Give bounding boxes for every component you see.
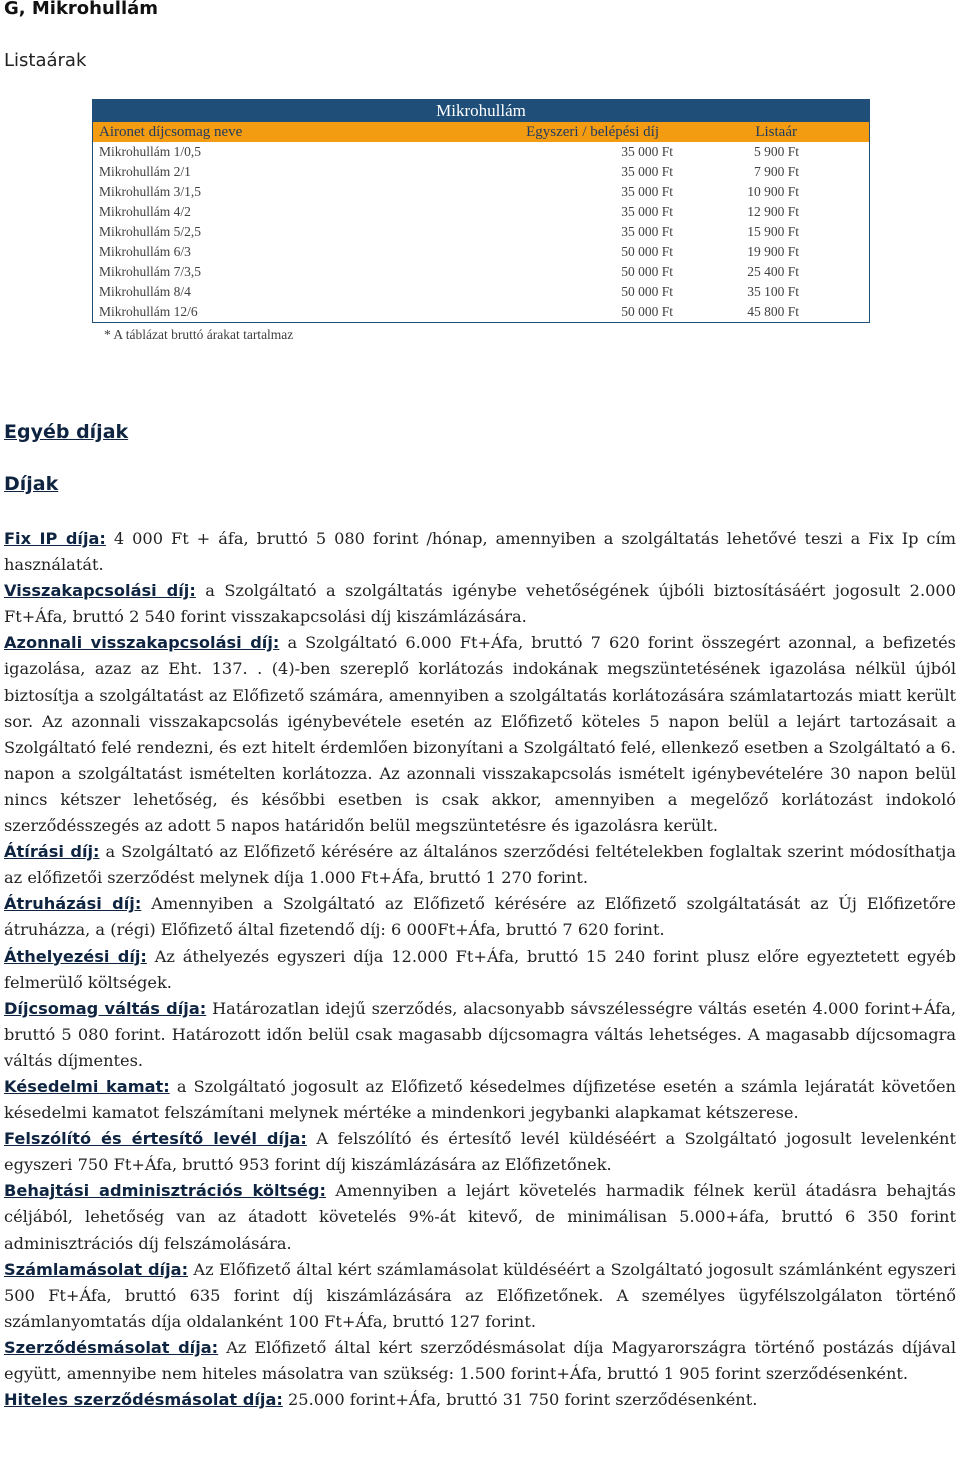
package-name-cell: Mikrohullám 1/0,5 (99, 144, 201, 159)
fee-paragraph (4, 630, 956, 839)
fee-term: Fix IP díja: (4, 529, 106, 548)
fee-description: Az áthelyezés egyszeri díja 12.000 Ft+Áfa, bruttó 15 240 forint plusz előre egyeztetett egyéb felmerülő költségek. (4, 946, 956, 992)
table-footnote: * A táblázat bruttó árakat tartalmaz (104, 327, 294, 342)
fee-term: Áthelyezési díj: (4, 946, 147, 966)
table-row (93, 282, 870, 302)
column-header-name: Aironet díjcsomag neve (93, 122, 444, 142)
fee-term: Átruházási díj: (4, 894, 142, 914)
fee-paragraph (4, 1074, 956, 1126)
list-price-cell: 7 900 Ft (753, 164, 799, 179)
table-body (93, 142, 870, 323)
list-price-cell: 25 400 Ft (747, 264, 799, 279)
fee-paragraph (4, 891, 956, 943)
column-header-price: Listaár (679, 122, 870, 142)
list-price-cell: 35 100 Ft (747, 284, 799, 299)
fee-term: Hiteles szerződésmásolat díja: (4, 1390, 283, 1410)
list-price-cell: 45 800 Ft (747, 304, 799, 319)
entry-fee-cell: 35 000 Ft (621, 224, 673, 239)
fee-paragraph (4, 578, 956, 630)
entry-fee-cell: 35 000 Ft (621, 144, 673, 159)
entry-fee-cell: 35 000 Ft (621, 204, 673, 219)
entry-fee-cell: 35 000 Ft (621, 184, 673, 199)
fee-term: Behajtási adminisztrációs költség: (4, 1181, 326, 1201)
fee-description: Amennyiben a Szolgáltató az Előfizető kérésére az Előfizető szolgáltatását az Új Előfizetőre átruházza, a (régi) Előfizető által fizetendő díj: 6 000Ft+Áfa, bruttó 7 620 forint. (4, 894, 956, 940)
fee-paragraph (4, 1387, 956, 1413)
package-name-cell: Mikrohullám 2/1 (99, 164, 191, 179)
fee-paragraph (4, 1126, 956, 1178)
fee-description: A felszólító és értesítő levél küldéséért a Szolgáltató jogosult levelenként egyszeri 750 Ft+Áfa, bruttó 953 forint díj kiszámlázására az Előfizetőnek. (4, 1129, 956, 1175)
column-header-fee: Egyszeri / belépési díj (443, 122, 679, 142)
entry-fee-cell: 50 000 Ft (621, 304, 673, 319)
fee-paragraph (4, 1178, 956, 1256)
package-name-cell: Mikrohullám 7/3,5 (99, 264, 201, 279)
fee-term: Számlamásolat díja: (4, 1259, 189, 1279)
section-heading-other-fees: Egyéb díjak (4, 421, 129, 443)
package-name-cell: Mikrohullám 8/4 (99, 284, 191, 299)
list-price-cell: 10 900 Ft (747, 184, 799, 199)
fee-term: Felszólító és értesítő levél díja: (4, 1129, 307, 1149)
table-row (93, 302, 870, 323)
fee-description: Az Előfizető által kért szerződésmásolat díja Magyarországra történő postázás díjával együtt, amennyibe nem hiteles másolatra van szükség: 1.500 forint+Áfa, bruttó 1 905 forint szerződésenként. (4, 1337, 956, 1383)
fee-description: a Szolgáltató az Előfizető kérésére az általános szerződési feltételekben foglaltak szerint módosíthatja az előfizetői szerződést melynek díja 1.000 Ft+Áfa, bruttó 1 270 forint. (4, 842, 957, 888)
list-price-cell: 19 900 Ft (747, 244, 799, 259)
table-row (93, 262, 870, 282)
package-name-cell: Mikrohullám 3/1,5 (99, 184, 201, 199)
list-price-cell: 12 900 Ft (747, 204, 799, 219)
entry-fee-cell: 50 000 Ft (621, 264, 673, 279)
price-table-container (92, 99, 870, 343)
price-table (92, 99, 870, 323)
package-name-cell: Mikrohullám 4/2 (99, 204, 191, 219)
table-row (93, 242, 870, 262)
fee-term: Visszakapcsolási díj: (4, 581, 196, 601)
fee-term: Azonnali visszakapcsolási díj: (4, 633, 280, 653)
fee-paragraph (4, 526, 956, 578)
fee-paragraph (4, 944, 956, 996)
entry-fee-cell: 35 000 Ft (621, 164, 673, 179)
fee-description: a Szolgáltató jogosult az Előfizető késedelmes díjfizetése esetén a számla lejáratát követően késedelmi kamatot felszámítani melynek mértéke a mindenkori jegybanki alapkamat kétszerese. (4, 1076, 956, 1123)
table-row (93, 202, 870, 222)
table-row (93, 182, 870, 202)
fee-term: Átírási díj: (4, 842, 100, 862)
package-name-cell: Mikrohullám 12/6 (99, 304, 198, 319)
fee-paragraph (4, 839, 956, 891)
list-price-cell: 5 900 Ft (753, 144, 799, 159)
fees-body (4, 526, 956, 1413)
package-name-cell: Mikrohullám 6/3 (99, 244, 191, 259)
table-row (93, 142, 870, 162)
list-price-cell: 15 900 Ft (747, 224, 799, 239)
table-row (93, 162, 870, 182)
fee-description: a Szolgáltató 6.000 Ft+Áfa, bruttó 7 620 forint összegért azonnal, a befizetés igazolása, azaz az Eht. 137. . (4)-ben szereplő korlátozás indokának megszüntetésének igazolása nélkül újból biztosítja a szolgáltatást az Előfizető számára, amennyiben a szolgáltatás korlátozására számlatartozás miatt került sor. Az azonnali visszakapcsolás igénybevétele esetén az Előfizető köteles 5 napon belül a lejárt tartozásait a Szolgáltató felé rendezni, és ezt hitelt érdemlően bizonyítani a Szolgáltató felé, ellenkező esetben a Szolgáltató a 6. napon a szolgáltatást ismételten korlátozza. Az azonnali visszakapcsolás ismételt igénybevételére 30 napon belül nincs kétszer lehetőség, és későbbi esetben is csak akkor, amennyiben a megelőző korlátozást indokoló szerződésszegés az adott 5 napos határidőn belül megszüntetésre és igazolásra került. (4, 633, 956, 836)
package-name-cell: Mikrohullám 5/2,5 (99, 224, 201, 239)
fee-paragraph (4, 996, 956, 1074)
fee-description: 25.000 forint+Áfa, bruttó 31 750 forint szerződésenként. (282, 1390, 758, 1410)
fee-term: Szerződésmásolat díja: (4, 1337, 219, 1357)
page-title: G, Mikrohullám (4, 0, 159, 19)
fee-description: Az Előfizető által kért számlamásolat küldéséért a Szolgáltató jogosult számlánként egyszeri 500 Ft+Áfa, bruttó 635 forint díj kiszámlázására az Előfizetőnek. A személyes ügyfélszolgálaton történő számlanyomtatás díja oldalanként 100 Ft+Áfa, bruttó 127 forint. (4, 1259, 956, 1331)
entry-fee-cell: 50 000 Ft (621, 284, 673, 299)
section-heading-fees: Díjak (4, 473, 59, 495)
section-subtitle: Listaárak (4, 50, 87, 71)
fee-paragraph (4, 1257, 956, 1335)
fee-description: 4 000 Ft + áfa, bruttó 5 080 forint /hónap, amennyiben a szolgáltatás lehetővé teszi a Fix Ip cím használatát. (4, 529, 956, 575)
table-row (93, 222, 870, 242)
table-title: Mikrohullám (93, 100, 870, 123)
fee-description: Határozatlan idejű szerződés, alacsonyabb sávszélességre váltás esetén 4.000 forint+Áfa, bruttó 5 080 forint. Határozott időn belül csak magasabb díjcsomagra váltás lehetséges. A magasabb díjcsomagra váltás díjmentes. (4, 998, 957, 1070)
fee-term: Késedelmi kamat: (4, 1076, 170, 1096)
entry-fee-cell: 50 000 Ft (621, 244, 673, 259)
fee-description: Amennyiben a lejárt követelés harmadik félnek kerül átadásra behajtás céljából, lehetőség van az átadott követelés 9%-át kitevő, de minimálisan 5.000+áfa, bruttó 6 350 forint adminisztrációs díj felszámolására. (4, 1181, 956, 1253)
fee-term: Díjcsomag váltás díja: (4, 998, 207, 1018)
fee-paragraph (4, 1335, 956, 1387)
fee-description: a Szolgáltató a szolgáltatás igénybe vehetőségének újbóli biztosításáért jogosult 2.000 Ft+Áfa, bruttó 2 540 forint visszakapcsolási díj kiszámlázására. (4, 581, 957, 627)
